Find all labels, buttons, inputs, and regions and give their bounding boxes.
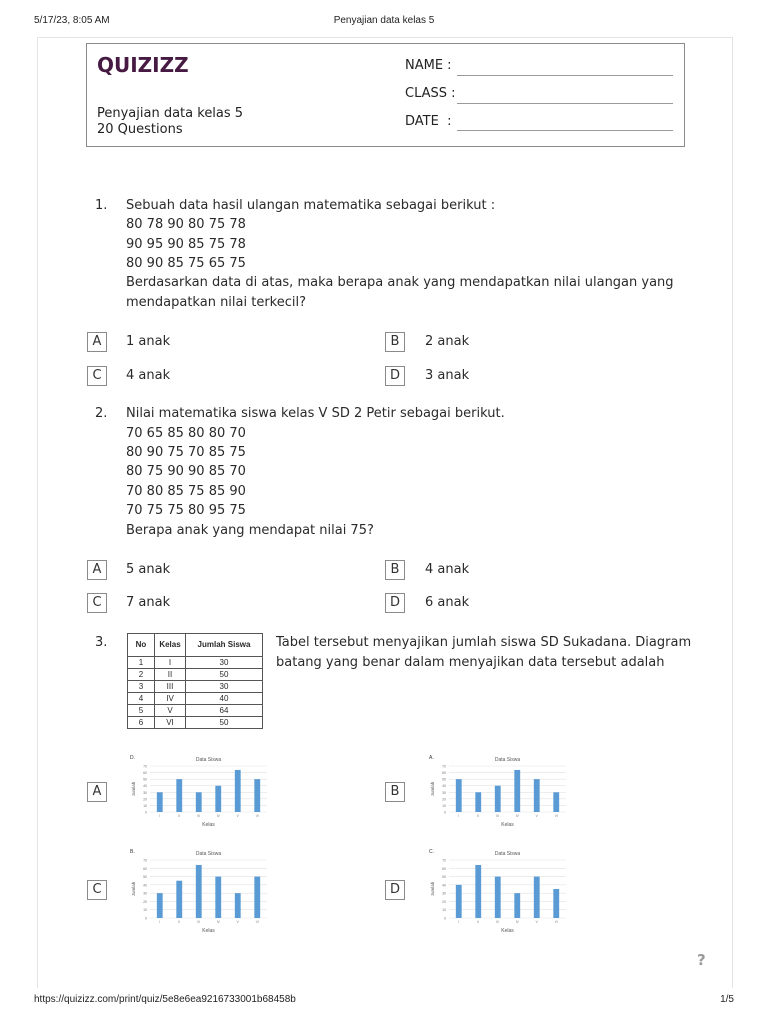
y-tick-label: 40 [442,784,446,789]
y-tick-label: 30 [442,891,446,896]
bar [215,877,221,918]
question-text: Sebuah data hasil ulangan matematika sebagai berikut : [126,198,496,213]
y-tick-label: 50 [442,777,446,782]
y-tick-label: 10 [442,803,446,808]
option-b-chart [425,752,570,830]
option-b-text: 4 anak [425,562,470,577]
quizizz-logo: QUIZIZZ [97,53,189,77]
question-number: 2. [95,406,108,421]
bar [553,889,559,918]
y-axis-label: Jumlah [131,881,136,897]
option-d-text: 6 anak [425,595,470,610]
date-label: DATE : [405,114,452,129]
y-tick-label: 0 [145,810,147,815]
x-tick-label: IV [515,814,519,818]
table-row [128,669,263,681]
x-tick-label: VI [255,920,259,924]
option-a-chart [126,752,271,830]
x-axis-label: Kelas [202,822,215,828]
question-text: Nilai matematika siswa kelas V SD 2 Petir sebagai berikut. [126,406,505,421]
y-tick-label: 10 [143,803,147,808]
option-b-box[interactable]: B [385,332,405,352]
x-tick-label: VI [554,920,558,924]
question-count: 20 Questions [97,122,183,137]
question-text: batang yang benar dalam menyajikan data tersebut adalah [276,655,665,670]
y-tick-label: 0 [444,916,446,921]
y-tick-label: 30 [442,790,446,795]
x-tick-label: I [458,814,460,818]
question-text: 70 75 75 80 95 75 [126,503,246,518]
bar [196,865,202,918]
x-tick-label: V [535,814,538,818]
x-tick-label: III [197,920,201,924]
table-cell: II [155,669,186,681]
table-header: No [128,634,155,657]
x-tick-label: II [477,920,480,924]
x-tick-label: III [197,814,201,818]
table-row [128,681,263,693]
table-cell: 30 [186,657,263,669]
bar [254,877,260,918]
bar [514,893,520,918]
table-cell: 5 [128,705,155,717]
question-text: 80 78 90 80 75 78 [126,217,246,232]
y-tick-label: 0 [145,916,147,921]
y-tick-label: 70 [143,764,147,769]
question-text: Tabel tersebut menyajikan jumlah siswa SD Sukadana. Diagram [276,635,692,650]
option-b-box[interactable]: B [385,560,405,580]
bar [176,881,182,918]
option-c-box[interactable]: C [87,593,107,613]
question-text: Berapa anak yang mendapat nilai 75? [126,523,374,538]
question-number: 1. [95,198,108,213]
table-row [128,717,263,729]
option-d-box[interactable]: D [385,366,405,386]
y-tick-label: 50 [442,875,446,880]
bar [235,893,241,918]
bar [456,885,462,918]
option-d-box[interactable]: D [385,880,405,900]
table-row [128,705,263,717]
x-tick-label: I [159,920,161,924]
y-tick-label: 60 [143,866,147,871]
table-cell: IV [155,693,186,705]
table-cell: I [155,657,186,669]
x-tick-label: III [496,920,500,924]
table-header-row [128,634,263,657]
y-tick-label: 40 [143,784,147,789]
bar [475,792,481,812]
option-d-chart [425,846,570,936]
x-tick-label: IV [216,814,220,818]
option-a-box[interactable]: A [87,332,107,352]
table-cell: 30 [186,681,263,693]
bar [495,877,501,918]
question-text: 80 90 75 70 85 75 [126,445,246,460]
bar [235,770,241,812]
print-date: 5/17/23, 8:05 AM [34,15,110,26]
print-title: Penyajian data kelas 5 [333,15,435,26]
chart-title: Data Siswa [195,757,222,763]
chart-tag: C. [429,849,434,855]
table-cell: III [155,681,186,693]
class-line [457,103,673,104]
x-tick-label: I [159,814,161,818]
table-cell: 64 [186,705,263,717]
bar [495,786,501,812]
table-cell: 3 [128,681,155,693]
class-label: CLASS : [405,86,456,101]
question-number: 3. [95,635,108,650]
option-c-text: 7 anak [126,595,171,610]
table-cell: 40 [186,693,263,705]
quiz-title [97,106,243,138]
x-tick-label: VI [554,814,558,818]
quiz-header-box [86,43,685,147]
question-text: 80 90 85 75 65 75 [126,256,246,271]
y-tick-label: 40 [442,883,446,888]
option-a-box[interactable]: A [87,560,107,580]
y-tick-label: 40 [143,883,147,888]
chart-title: Data Siswa [195,851,222,857]
x-axis-label: Kelas [202,928,215,934]
option-b-box[interactable]: B [385,782,405,802]
chart-title: Data Siswa [494,851,521,857]
name-label: NAME : [405,58,452,73]
option-d-text: 3 anak [425,368,470,383]
question-text: Berdasarkan data di atas, maka berapa anak yang mendapatkan nilai ulangan yang [126,275,674,290]
option-c-text: 4 anak [126,368,171,383]
x-axis-label: Kelas [501,822,514,828]
bar [534,877,540,918]
y-tick-label: 50 [143,777,147,782]
student-count-table [127,633,263,729]
table-cell: 50 [186,669,263,681]
x-tick-label: V [236,920,239,924]
y-tick-label: 20 [442,899,446,904]
date-line [457,130,673,131]
x-tick-label: IV [515,920,519,924]
bar [254,779,260,812]
bar [534,779,540,812]
option-a-text: 1 anak [126,334,171,349]
question-text: mendapatkan nilai terkecil? [126,295,307,310]
bar [176,779,182,812]
x-tick-label: VI [255,814,259,818]
table-cell: 6 [128,717,155,729]
y-tick-label: 10 [143,908,147,913]
option-b-text: 2 anak [425,334,470,349]
y-tick-label: 70 [143,858,147,863]
table-cell: 1 [128,657,155,669]
bar [514,770,520,812]
bar [475,865,481,918]
y-tick-label: 50 [143,875,147,880]
question-text: 70 65 85 80 80 70 [126,426,246,441]
x-tick-label: IV [216,920,220,924]
chart-tag: D. [130,755,135,761]
question-text: 70 80 85 75 85 90 [126,484,246,499]
y-tick-label: 20 [442,797,446,802]
table-cell: 50 [186,717,263,729]
quiz-name: Penyajian data kelas 5 [97,106,244,121]
chart-title: Data Siswa [494,757,521,763]
option-c-box[interactable]: C [87,880,107,900]
question-text: 90 95 90 85 75 78 [126,237,246,252]
table-cell: VI [155,717,186,729]
y-axis-label: Jumlah [430,781,435,797]
table-header: Kelas [155,634,186,657]
y-tick-label: 20 [143,797,147,802]
x-tick-label: II [178,814,181,818]
bar [196,792,202,812]
bar [215,786,221,812]
y-tick-label: 30 [143,891,147,896]
y-tick-label: 60 [442,771,446,776]
option-c-box[interactable]: C [87,366,107,386]
page-number: 1/5 [720,994,734,1005]
y-axis-label: Jumlah [430,881,435,897]
y-tick-label: 70 [442,764,446,769]
table-cell: 2 [128,669,155,681]
print-url: https://quizizz.com/print/quiz/5e8e6ea9216733001b68458b [34,994,296,1005]
x-tick-label: V [236,814,239,818]
x-tick-label: II [477,814,480,818]
table-cell: V [155,705,186,717]
chart-tag: A. [429,755,434,761]
x-axis-label: Kelas [501,928,514,934]
y-tick-label: 60 [143,771,147,776]
question-text: 80 75 90 90 85 70 [126,464,246,479]
name-line [457,75,673,76]
bar [157,893,163,918]
option-d-box[interactable]: D [385,593,405,613]
x-tick-label: II [178,920,181,924]
x-tick-label: V [535,920,538,924]
y-tick-label: 60 [442,866,446,871]
table-row [128,693,263,705]
y-tick-label: 20 [143,899,147,904]
y-axis-label: Jumlah [131,781,136,797]
bar [157,792,163,812]
bar [553,792,559,812]
y-tick-label: 0 [444,810,446,815]
option-c-chart [126,846,271,936]
option-a-box[interactable]: A [87,782,107,802]
help-icon[interactable]: ? [697,951,706,969]
bar [456,779,462,812]
option-a-text: 5 anak [126,562,171,577]
chart-tag: B. [130,849,135,855]
y-tick-label: 10 [442,908,446,913]
y-tick-label: 30 [143,790,147,795]
x-tick-label: I [458,920,460,924]
y-tick-label: 70 [442,858,446,863]
x-tick-label: III [496,814,500,818]
table-cell: 4 [128,693,155,705]
table-row [128,657,263,669]
table-header: Jumlah Siswa [186,634,263,657]
